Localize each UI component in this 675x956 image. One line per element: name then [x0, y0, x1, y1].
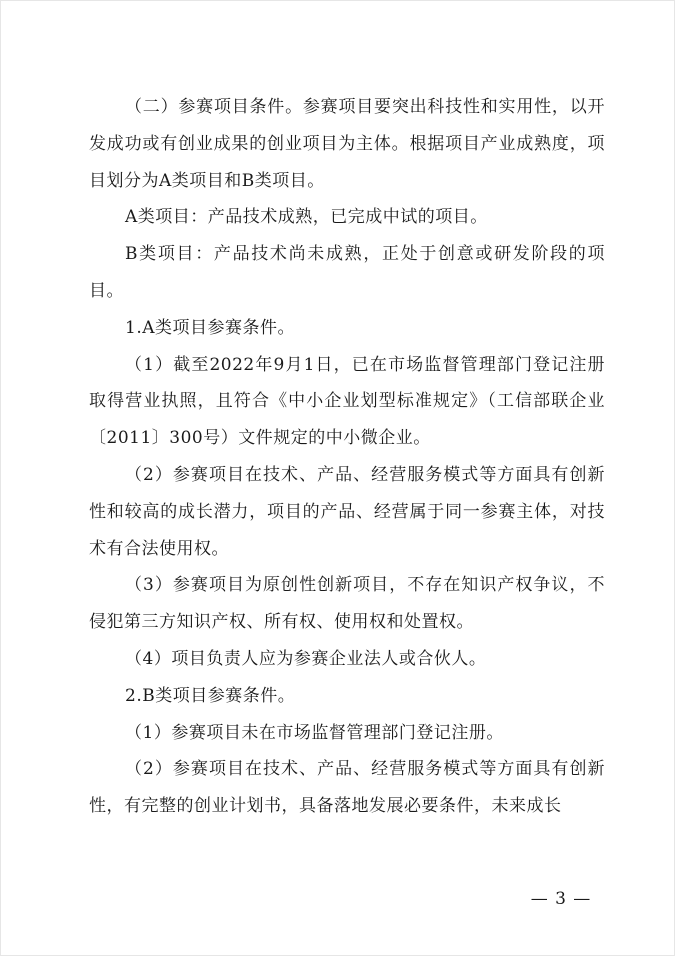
paragraph-a-condition-2: （2）参赛项目在技术、产品、经营服务模式等方面具有创新性和较高的成长潜力，项目的产品、经营属于同一参赛主体，对技术有合法使用权。 [89, 464, 605, 559]
paragraph-a-condition-4: （4）项目负责人应为参赛企业法人或合伙人。 [125, 648, 487, 669]
paragraph-class-a-definition: A类项目：产品技术成熟，已完成中试的项目。 [125, 207, 488, 228]
document-body [89, 89, 605, 825]
paragraph-b-condition-1: （1）参赛项目未在市场监督管理部门登记注册。 [125, 722, 504, 743]
paragraph-a-condition-3: （3）参赛项目为原创性创新项目，不存在知识产权争议，不侵犯第三方知识产权、所有权、使用权和处置权。 [89, 575, 605, 633]
paragraph-class-b-definition: B类项目：产品技术尚未成熟，正处于创意或研发阶段的项目。 [89, 244, 605, 301]
paragraph-b-condition-2: （2）参赛项目在技术、产品、经营服务模式等方面具有创新性，有完整的创业计划书，具备落地发展必要条件，未来成长 [89, 759, 605, 817]
page-number: — 3 — [530, 889, 592, 909]
heading-class-a-conditions: 1.A类项目参赛条件。 [125, 317, 295, 338]
heading-class-b-conditions: 2.B类项目参赛条件。 [125, 685, 296, 706]
paragraph-project-conditions: （二）参赛项目条件。参赛项目要突出科技性和实用性，以开发成功或有创业成果的创业项目为主体。根据项目产业成熟度，项目划分为A类项目和B类项目。 [89, 97, 605, 191]
paragraph-a-condition-1: （1）截至2022年9月1日，已在市场监督管理部门登记注册取得营业执照，且符合《中小企业划型标准规定》（工信部联企业〔2011〕300号）文件规定的中小微企业。 [89, 354, 605, 449]
